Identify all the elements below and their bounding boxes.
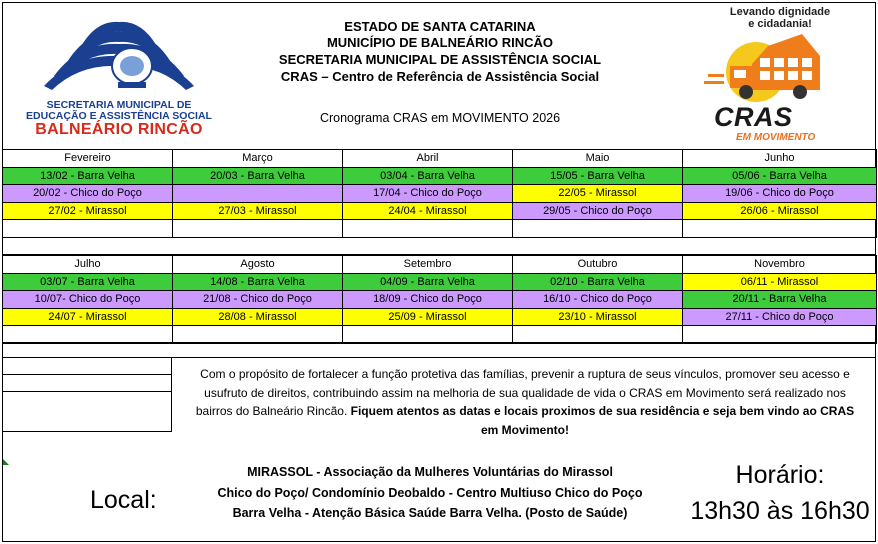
schedule-cell <box>683 326 877 344</box>
month-header: Junho <box>683 150 877 168</box>
header-secretariat: SECRETARIA MUNICIPAL DE ASSISTÊNCIA SOCIAL <box>278 52 602 67</box>
logo-tagline-2: e cidadania! <box>748 18 812 30</box>
month-header: Julho <box>3 256 173 274</box>
schedule-row <box>3 291 877 309</box>
schedule-row <box>3 326 877 344</box>
month-header: Agosto <box>173 256 343 274</box>
month-header: Novembro <box>683 256 877 274</box>
schedule-cell: 03/07 - Barra Velha <box>3 273 173 291</box>
logo-org-line3: BALNEÁRIO RINCÃO <box>35 121 203 138</box>
schedule-cell <box>683 220 877 238</box>
schedule-row <box>3 220 877 238</box>
empty-cell <box>2 357 172 375</box>
info-text: bairros do Balneário Rincão. <box>195 404 351 418</box>
schedule-cell: 21/08 - Chico do Poço <box>173 291 343 309</box>
municipal-emblem-icon <box>14 14 224 102</box>
secretaria-logo <box>14 14 224 136</box>
schedule-row <box>3 308 877 326</box>
month-header: Abril <box>343 150 513 168</box>
logo-cras-sub: EM MOVIMENTO <box>736 132 816 143</box>
empty-cell <box>2 375 172 393</box>
schedule-cell: 25/09 - Mirassol <box>343 308 513 326</box>
schedule-cell <box>513 220 683 238</box>
logo-cras-word: CRAS <box>714 102 793 132</box>
schedule-cell: 16/10 - Chico do Poço <box>513 291 683 309</box>
horario-label: Horário: <box>735 461 825 489</box>
month-header: Outubro <box>513 256 683 274</box>
empty-cell <box>2 392 172 432</box>
schedule-row <box>3 273 877 291</box>
month-header: Fevereiro <box>3 150 173 168</box>
info-line <box>180 421 870 440</box>
schedule-cell: 04/09 - Barra Velha <box>343 273 513 291</box>
cell-comment-marker-icon <box>3 459 9 465</box>
logo-tagline-1: Levando dignidade <box>729 6 831 18</box>
schedule-cell: 24/07 - Mirassol <box>3 308 173 326</box>
truck-house-icon <box>690 34 870 104</box>
schedule-cell: 20/11 - Barra Velha <box>683 291 877 309</box>
schedule-cell: 19/06 - Chico do Poço <box>683 185 877 203</box>
horario-value: 13h30 às 16h30 <box>690 497 870 525</box>
info-highlight: Fiquem atentos as datas e locais proximos de sua residência e seja bem vindo ao CRAS <box>350 404 855 418</box>
schedule-cell: 13/02 - Barra Velha <box>3 167 173 185</box>
locations-list <box>180 462 680 524</box>
schedule-cell <box>343 326 513 344</box>
schedule-cell: 28/08 - Mirassol <box>173 308 343 326</box>
schedule-row <box>3 185 877 203</box>
schedule-cell <box>173 326 343 344</box>
schedule-cell: 05/06 - Barra Velha <box>683 167 877 185</box>
local-label: Local: <box>90 486 157 514</box>
location-chico-do-poco: Chico do Poço/ Condomínio Deobaldo - Centro Multiuso Chico do Poço <box>217 485 643 500</box>
info-paragraph <box>180 365 870 439</box>
info-highlight: em Movimento! <box>480 422 569 437</box>
schedule-cell: 22/05 - Mirassol <box>513 185 683 203</box>
schedule-table-first-half <box>2 149 877 238</box>
month-header: Maio <box>513 150 683 168</box>
schedule-cell: 18/09 - Chico do Poço <box>343 291 513 309</box>
schedule-cell: 27/03 - Mirassol <box>173 202 343 220</box>
schedule-table-second-half <box>2 255 877 344</box>
schedule-cell: 29/05 - Chico do Poço <box>513 202 683 220</box>
schedule-cell: 15/05 - Barra Velha <box>513 167 683 185</box>
schedule-cell: 10/07- Chico do Poço <box>3 291 173 309</box>
schedule-cell <box>513 326 683 344</box>
month-header-row <box>3 256 877 274</box>
page-title: Cronograma CRAS em MOVIMENTO 2026 <box>319 111 561 125</box>
logo-org-line1: SECRETARIA MUNICIPAL DE <box>46 99 192 111</box>
schedule-cell: 02/10 - Barra Velha <box>513 273 683 291</box>
schedule-cell <box>173 185 343 203</box>
schedule-cell <box>173 220 343 238</box>
schedule-cell: 23/10 - Mirassol <box>513 308 683 326</box>
schedule-cell: 20/03 - Barra Velha <box>173 167 343 185</box>
logo-org-line2: EDUCAÇÃO E ASSISTÊNCIA SOCIAL <box>26 110 212 122</box>
schedule-cell <box>3 326 173 344</box>
schedule-cell <box>3 220 173 238</box>
header-state: ESTADO DE SANTA CATARINA <box>344 19 536 34</box>
schedule-row <box>3 167 877 185</box>
spacer-row <box>2 237 876 255</box>
spacer-row <box>2 342 876 358</box>
location-mirassol: MIRASSOL - Associação da Mulheres Voluntárias do Mirassol <box>247 465 613 479</box>
schedule-cell: 27/02 - Mirassol <box>3 202 173 220</box>
schedule-row <box>3 202 877 220</box>
schedule-cell: 26/06 - Mirassol <box>683 202 877 220</box>
schedule-cell: 03/04 - Barra Velha <box>343 167 513 185</box>
schedule-cell: 14/08 - Barra Velha <box>173 273 343 291</box>
month-header: Setembro <box>343 256 513 274</box>
location-barra-velha: Barra Velha - Atenção Básica Saúde Barra Velha. (Posto de Saúde) <box>232 506 628 520</box>
header-municipality: MUNICÍPIO DE BALNEÁRIO RINCÃO <box>326 35 554 50</box>
info-line <box>180 402 870 421</box>
month-header: Março <box>173 150 343 168</box>
schedule-cell <box>343 220 513 238</box>
schedule-cell: 20/02 - Chico do Poço <box>3 185 173 203</box>
schedule-cell: 06/11 - Mirassol <box>683 273 877 291</box>
cras-em-movimento-logo <box>690 4 870 146</box>
header-cras: CRAS – Centro de Referência de Assistência Social <box>280 69 600 84</box>
schedule-cell: 27/11 - Chico do Poço <box>683 308 877 326</box>
info-line: usufruto de direitos, contribuindo assim na melhoria de sua qualidade de vida o CRAS em Movimento será realizado nos <box>204 385 846 400</box>
month-header-row <box>3 150 877 168</box>
schedule-cell: 17/04 - Chico do Poço <box>343 185 513 203</box>
info-line: Com o propósito de fortalecer a função protetiva das famílias, prevenir a ruptura de seus vínculos, promover seu acesso e <box>200 367 850 381</box>
schedule-cell: 24/04 - Mirassol <box>343 202 513 220</box>
empty-cells-block <box>2 357 172 432</box>
